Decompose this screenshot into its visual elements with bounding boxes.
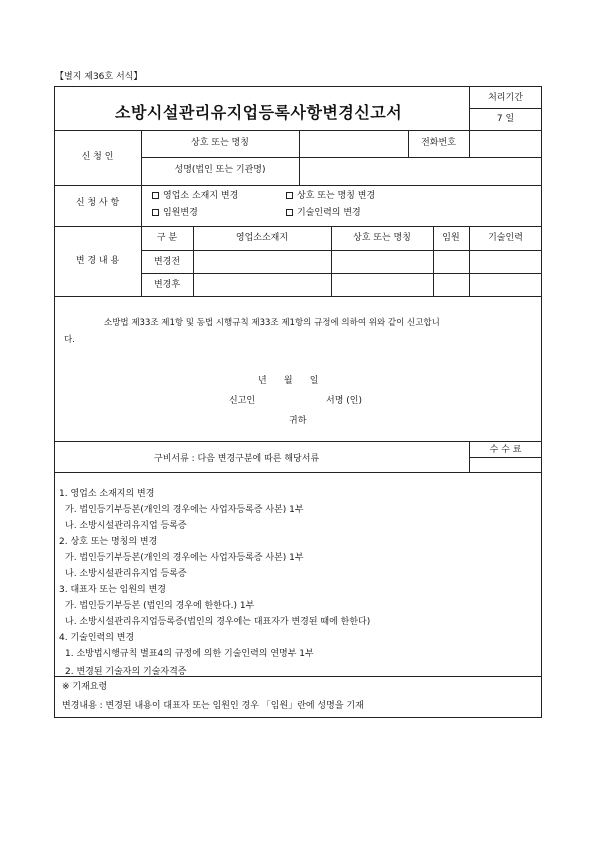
row-before-label: 변경전 [153, 257, 181, 267]
doc-item: 가. 법인등기부등본 (법인의 경우에 한한다.) 1부 [65, 601, 255, 611]
processing-period-label: 처리기간 [488, 93, 523, 103]
phone-field[interactable] [470, 131, 541, 156]
doc-item: 4. 기술인력의 변경 [59, 633, 135, 643]
doc-item: 2. 상호 또는 명칭의 변경 [59, 537, 158, 547]
doc-item: 나. 소방시설관리유지업 등록증 [65, 521, 187, 531]
doc-item: 3. 대표자 또는 임원의 변경 [59, 585, 166, 595]
option-technical-staff-change[interactable]: 기술인력의 변경 [286, 208, 361, 219]
row-after-fields[interactable] [194, 274, 541, 295]
checkbox-icon[interactable] [286, 209, 293, 216]
processing-period-value: 7 일 [496, 114, 515, 124]
form-title: 소방시설관리유지업등록사항변경신고서 [115, 103, 403, 122]
name-field[interactable] [300, 158, 541, 184]
notes-title: ※ 기재요령 [62, 682, 108, 692]
doc-item: 2. 변경된 기술자의 기술자격증 [65, 667, 187, 676]
doc-item: 나. 소방시설관리유지업 등록증 [65, 569, 187, 579]
phone-label: 전화번호 [421, 138, 456, 148]
declaration-text-line1: 소방법 제33조 제1항 및 동법 시행규칙 제33조 제1항의 규정에 의하여 위와 같이 신고합니 [104, 318, 440, 328]
row-after-label: 변경후 [153, 280, 181, 290]
row-before-fields[interactable] [194, 251, 541, 272]
doc-item: 가. 법인등기부등본(개인의 경우에는 사업자등록증 사본) 1부 [65, 553, 304, 563]
doc-item: 나. 소방시설관리유지업등록증(법인의 경우에는 대표자가 변경된 때에 한한다) [65, 617, 371, 627]
form-label: 【별지 제36호 서식】 [55, 72, 143, 82]
documents-list [55, 473, 541, 676]
reporter-label: 신고인 [229, 396, 256, 406]
request-section-label: 신 청 사 항 [75, 198, 120, 208]
applicant-section-label: 신 청 인 [81, 152, 114, 162]
doc-item: 1. 소방법시행규칙 별표4의 규정에 의한 기술인력의 연명부 1부 [65, 649, 314, 659]
header-trade-name: 상호 또는 명칭 [353, 233, 411, 243]
doc-item: 가. 법인등기부등본(개인의 경우에는 사업자등록증 사본) 1부 [65, 505, 304, 515]
checkbox-icon[interactable] [152, 192, 159, 199]
signature-label: 서명 (인) [326, 396, 362, 406]
header-office-address: 영업소소재지 [235, 233, 289, 243]
recipient-label: 귀하 [289, 416, 307, 426]
option-office-address-change[interactable]: 영업소 소재지 변경 [152, 191, 238, 202]
doc-item: 1. 영업소 소재지의 변경 [59, 489, 155, 499]
fee-label: 수 수 료 [489, 445, 522, 455]
checkbox-icon[interactable] [286, 192, 293, 199]
option-trade-name-change[interactable]: 상호 또는 명칭 변경 [286, 191, 375, 202]
declaration-text-line2: 다. [64, 335, 75, 345]
notes-text: 변경내용 : 변경된 내용이 대표자 또는 임원인 경우 「임원」란에 성명을 기재 [62, 701, 364, 711]
trade-name-field[interactable] [300, 131, 407, 156]
header-executive: 임원 [442, 233, 460, 243]
option-executive-change[interactable]: 임원변경 [152, 208, 198, 219]
header-technical-staff: 기술인력 [488, 233, 523, 243]
header-category: 구 분 [156, 233, 178, 243]
declaration-date: 년 월 일 [258, 376, 319, 386]
trade-name-label: 상호 또는 명칭 [191, 138, 249, 148]
required-documents-label: 구비서류 : 다음 변경구분에 따른 해당서류 [154, 454, 320, 464]
changes-section-label: 변 경 내 용 [75, 256, 120, 266]
checkbox-icon[interactable] [152, 209, 159, 216]
name-label: 성명(법인 또는 기관명) [174, 165, 266, 175]
